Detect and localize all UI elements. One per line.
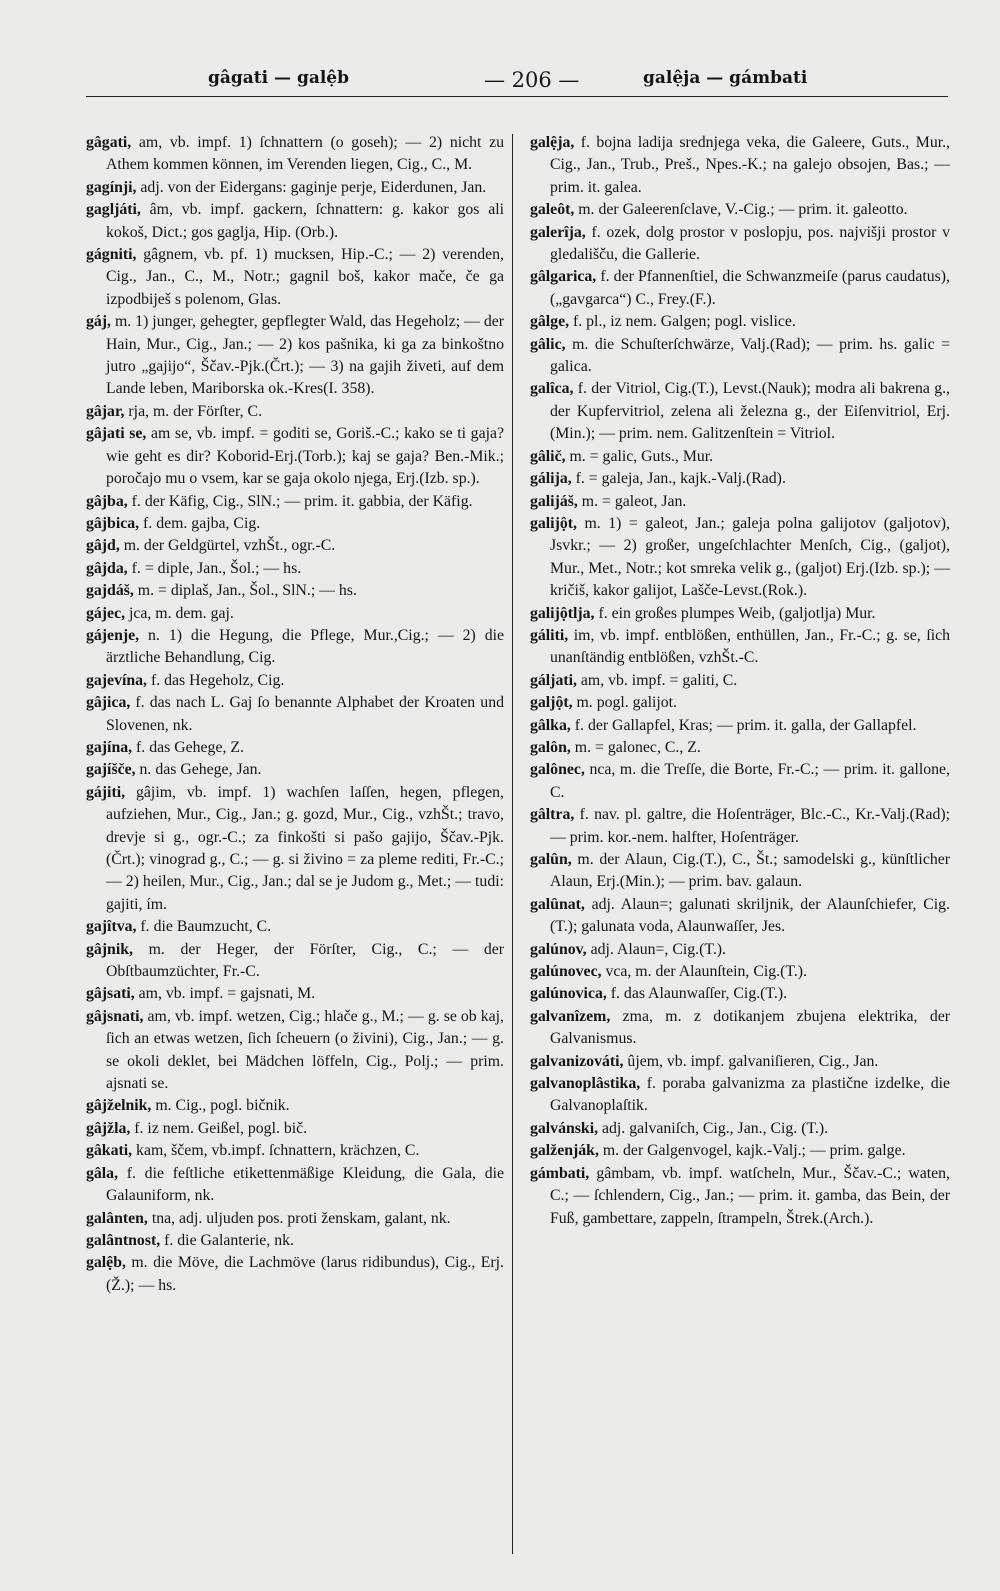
entry-headword: gâjar, — [86, 402, 125, 420]
entry-definition: n. das Gehege, Jan. — [139, 761, 262, 779]
entry-definition: m. 1) = galeot, Jan.; galeja polna galijotov (galjotov), Jsvkr.; — 2) großer, ungeſchlachter Menſch, Cig., (galjot), Mur., Met., Notr.; kot smreka velik g., (galjot) Erj.(Izb. sp.); — kričiš, kakor galijot, Lašče-Levst.(Rok.). — [550, 514, 950, 600]
entry-headword: gagljáti, — [86, 201, 141, 219]
entry-definition: f. das Gehege, Z. — [136, 738, 244, 756]
dictionary-entry — [86, 1118, 504, 1140]
dictionary-entry — [86, 1252, 504, 1297]
dictionary-entry — [530, 737, 950, 759]
entry-headword: gâlge, — [530, 313, 570, 331]
dictionary-entry — [86, 625, 504, 670]
dictionary-entry — [530, 670, 950, 692]
entry-headword: gâjsati, — [86, 985, 135, 1003]
entry-headword: galijột, — [530, 514, 577, 532]
dictionary-entry — [86, 177, 504, 199]
entry-definition: f. das nach L. Gaj ſo benannte Alphabet der Kroaten und Slovenen, nk. — [106, 694, 504, 734]
dictionary-entry — [530, 1073, 950, 1118]
dictionary-entry — [530, 468, 950, 490]
dictionary-entry — [530, 199, 950, 221]
page-number: — 206 — — [484, 68, 580, 92]
entry-headword: galijộtlja, — [530, 604, 595, 622]
entry-headword: gâlgarica, — [530, 268, 597, 286]
entry-headword: gâlič, — [530, 447, 566, 465]
entry-definition: gâjim, vb. impf. 1) wachſen laſſen, hegen, pflegen, aufziehen, Mur., Cig., Jan.; g. gozd, Mur., Cig., vzhŠt.; travo, drevje si g., ogr.-C.; za finkošti si pašo gajijo, Ščav.-Pjk. (Črt.); vinograd g., C.; — g. si živino = za pleme rediti, Fr.-C.; — 2) heilen, Mur., Cig., Jan.; dal se je Judom g., Met.; — tudi: gajiti, ím. — [106, 783, 504, 913]
entry-definition: n. 1) die Hegung, die Pflege, Mur.,Cig.; — 2) die ärztliche Behandlung, Cig. — [106, 626, 504, 667]
entry-definition: f. pl., iz nem. Galgen; pogl. vislice. — [573, 313, 796, 331]
entry-headword: galúnovec, — [530, 963, 602, 981]
dictionary-entry — [530, 692, 950, 714]
column-divider — [512, 134, 513, 1554]
entry-definition: m. der Heger, der Förſter, Cig., C.; — der Obſtbaumzüchter, Fr.-C. — [106, 940, 505, 981]
entry-definition: gâgnem, vb. pf. 1) mucksen, Hip.-C.; — 2) verenden, Cig., Jan., C., M., Notr.; gagnil boš, kakor mače, če ga izpodbiješ s polenom, Glas. — [106, 246, 504, 308]
entry-headword: gagínji, — [86, 178, 137, 196]
dictionary-entry — [530, 446, 950, 468]
dictionary-entry — [530, 491, 950, 513]
dictionary-entry — [86, 983, 504, 1005]
dictionary-entry — [530, 1051, 950, 1073]
entry-headword: galîca, — [530, 380, 574, 398]
entry-headword: galûn, — [530, 851, 572, 868]
entry-definition: f. nav. pl. galtre, die Hoſenträger, Blc.-C., Kr.-Valj.(Rad); — prim. kor.-nem. halfter, Hoſenträger. — [550, 806, 950, 846]
entry-headword: gâjžla, — [86, 1119, 131, 1137]
dictionary-entry — [86, 401, 504, 423]
entry-definition: f. das Alaunwaſſer, Cig.(T.). — [610, 985, 788, 1003]
entry-headword: gâjba, — [86, 492, 128, 510]
entry-headword: gáj, — [86, 313, 112, 331]
entry-definition: m. pogl. galijot. — [576, 694, 677, 712]
entry-definition: f. dem. gajba, Cig. — [143, 514, 261, 532]
entry-definition: m. die Möve, die Lachmöve (larus ridibundus), Cig., Erj.(Ž.); — hs. — [106, 1254, 504, 1294]
entry-headword: gágniti, — [86, 246, 137, 264]
entry-definition: adj. von der Eidergans: gaginje perje, Eiderdunen, Jan. — [140, 178, 487, 196]
dictionary-entry — [86, 580, 504, 602]
entry-definition: nca, m. die Treſſe, die Borte, Fr.-C.; — prim. it. gallone, C. — [550, 761, 951, 801]
entry-headword: gáljati, — [530, 671, 577, 689]
dictionary-entry — [530, 132, 950, 199]
dictionary-entry — [86, 491, 504, 513]
entry-definition: f. = diple, Jan., Šol.; — hs. — [131, 559, 302, 577]
entry-definition: f. die Baumzucht, C. — [140, 918, 272, 936]
entry-definition: im, vb. impf. entblößen, enthüllen, Jan., Fr.-C.; g. se, ſich unanſtändig entblößen, vzhŠt.-C. — [550, 626, 951, 667]
entry-definition: adj. galvaniſch, Cig., Jan., Cig. (T.). — [602, 1119, 829, 1137]
entry-definition: f. das Hegeholz, Cig. — [150, 671, 285, 689]
entry-definition: m. der Galgenvogel, kajk.-Valj.; — prim. galge. — [602, 1142, 906, 1160]
entry-headword: gâjsnati, — [86, 1007, 144, 1025]
entry-definition: f. der Vitriol, Cig.(T.), Levst.(Nauk); modra ali bakrena g., der Kupfervitriol, zelena ali železna g., der Eiſenvitriol, Erj. (Min.); — prim. nem. Galitzenſtein = Vitriol. — [550, 380, 950, 443]
entry-headword: gájiti, — [86, 783, 126, 801]
entry-definition: f. der Käfig, Cig., SlN.; — prim. it. gabbia, der Käfig. — [131, 492, 473, 510]
dictionary-entry — [530, 222, 950, 267]
dictionary-entry — [530, 1006, 950, 1051]
entry-headword: gâlic, — [530, 335, 566, 353]
entry-definition: jca, m. dem. gaj. — [128, 604, 234, 622]
entry-headword: galúnovica, — [530, 985, 607, 1003]
entry-definition: adj. Alaun=; galunati skriljnik, der Alaunſchiefer, Cig.(T.); galunata voda, Alaunwaſſer, Jes. — [550, 895, 950, 936]
entry-headword: galôn, — [530, 738, 571, 756]
dictionary-entry — [86, 670, 504, 692]
dictionary-entry — [530, 334, 950, 379]
entry-headword: galijáš, — [530, 492, 578, 510]
entry-definition: m. der Geldgürtel, vzhŠt., ogr.-C. — [123, 537, 336, 555]
entry-definition: rja, m. der Förſter, C. — [128, 402, 263, 420]
entry-definition: tna, adj. uljuden pos. proti ženskam, galant, nk. — [151, 1209, 451, 1227]
dictionary-entry — [530, 311, 950, 333]
page-header — [50, 64, 940, 94]
entry-definition: ûjem, vb. impf. galvaniſieren, Cig., Jan. — [627, 1052, 879, 1070]
dictionary-entry — [530, 266, 950, 311]
entry-headword: gálija, — [530, 470, 572, 488]
entry-definition: gâmbam, vb. impf. watſcheln, Mur., Ščav.-C.; waten, C.; — ſchlendern, Cig., Jan.; — prim. it. gamba, das Bein, der Fuß, gambettare, zappeln, ſtrampeln, Štrek.(Arch.). — [550, 1164, 950, 1227]
dictionary-entry — [86, 244, 504, 311]
entry-headword: galệja, — [530, 134, 575, 151]
entry-headword: galvanîzem, — [530, 1007, 611, 1025]
entry-headword: galerîja, — [530, 223, 586, 241]
entry-headword: gâltra, — [530, 806, 575, 824]
entry-definition: m. der Galeerenſclave, V.-Cig.; — prim. it. galeotto. — [578, 201, 908, 219]
header-left-guide-words: gâgati — galệb — [208, 68, 350, 88]
dictionary-entry — [86, 916, 504, 938]
dictionary-entry — [86, 513, 504, 535]
entry-headword: gâgati, — [86, 134, 132, 151]
dictionary-entry — [86, 1095, 504, 1117]
dictionary-entry — [530, 894, 950, 939]
entry-headword: galženják, — [530, 1142, 599, 1160]
entry-headword: gajíšče, — [86, 761, 136, 779]
entry-definition: m. = galonec, C., Z. — [574, 738, 701, 756]
entry-definition: am se, vb. impf. = goditi se, Goriš.-C.; kako se ti gaja? wie geht es dir? Koborid-Erj.(Torb.); kaj se gaja? Ben.-Mik.; poročajo mu o vsem, kar se gaja okolo njega, Erj.(Izb. sp.). — [106, 425, 504, 488]
entry-headword: gâla, — [86, 1164, 119, 1182]
dictionary-entry — [530, 759, 950, 804]
dictionary-entry — [530, 603, 950, 625]
entry-definition: am, vb. impf. 1) ſchnattern (o goseh); — 2) nicht zu Athem kommen können, im Verenden liegen, Cig., C., M. — [106, 134, 505, 174]
dictionary-entry — [530, 983, 950, 1005]
entry-definition: zma, m. z dotikanjem zbujena elektrika, der Galvanismus. — [550, 1007, 950, 1048]
entry-headword: galvánski, — [530, 1119, 599, 1137]
entry-definition: am, vb. impf. = galiti, C. — [580, 671, 738, 689]
entry-headword: gâkati, — [86, 1142, 133, 1160]
entry-definition: f. iz nem. Geißel, pogl. bič. — [134, 1119, 308, 1137]
dictionary-entry — [530, 715, 950, 737]
entry-headword: galệb, — [86, 1254, 126, 1272]
entry-headword: gâjželnik, — [86, 1097, 152, 1115]
dictionary-entry — [86, 311, 504, 401]
entry-headword: galântnost, — [86, 1231, 161, 1249]
dictionary-entry — [530, 513, 950, 603]
entry-headword: galûnat, — [530, 895, 585, 913]
dictionary-entry — [86, 692, 504, 737]
dictionary-entry — [86, 603, 504, 625]
entry-headword: gajîtva, — [86, 918, 137, 936]
entry-definition: am, vb. impf. wetzen, Cig.; hlače g., M.; — g. se ob kaj, ſich an etwas wetzen, ſich ſcheuern (o živini), Cig., Jan.; — g. se okoli deklet, bei Mädchen löffeln, Cig., Polj.; — prim. ajsnati se. — [106, 1007, 504, 1093]
entry-definition: f. ozek, dolg prostor v poslopju, pos. najvišji prostor v gledališču, die Gallerie. — [550, 223, 950, 264]
dictionary-entry — [530, 939, 950, 961]
dictionary-entry — [530, 849, 950, 894]
entry-definition: vca, m. der Alaunſtein, Cig.(T.). — [605, 963, 807, 981]
entry-headword: galônec, — [530, 761, 585, 779]
entry-definition: f. poraba galvanizma za plastične izdelke, die Galvanoplaſtik. — [550, 1075, 950, 1115]
dictionary-entry — [86, 782, 504, 916]
entry-headword: gâjbica, — [86, 514, 140, 532]
dictionary-entry — [530, 1118, 950, 1140]
entry-headword: gajína, — [86, 738, 133, 756]
entry-definition: am, vb. impf. = gajsnati, M. — [138, 985, 316, 1003]
entry-headword: gajdáš, — [86, 582, 134, 600]
entry-definition: kam, ščem, vb.impf. ſchnattern, krächzen, C. — [136, 1142, 420, 1160]
entry-headword: galeôt, — [530, 201, 575, 219]
entry-headword: galânten, — [86, 1209, 148, 1227]
entry-headword: gajevína, — [86, 671, 147, 689]
entry-definition: f. die Galanterie, nk. — [164, 1231, 294, 1249]
dictionary-entry — [86, 759, 504, 781]
entry-definition: f. der Gallapfel, Kras; — prim. it. galla, der Gallapfel. — [574, 716, 917, 734]
entry-definition: m. Cig., pogl. bičnik. — [155, 1097, 290, 1115]
dictionary-entry — [86, 939, 504, 984]
entry-definition: âm, vb. impf. gackern, ſchnattern: g. kakor gos ali kokoš, Dict.; gos gaglja, Hip. (Orb.). — [106, 201, 505, 241]
entry-definition: m. die Schuſterſchwärze, Valj.(Rad); — prim. hs. galic = galica. — [550, 335, 951, 376]
entry-definition: m. 1) junger, gehegter, gepflegter Wald, das Hegeholz; — der Hain, Mur., Cig., Jan.; — 2) kos pašnika, ki ga za binkoštno jutro „gajijo“, Ščav.-Pjk.(Črt.); — 3) na gajih živeti, auf dem Lande leben, Mariborska ok.-Kres(I. 358). — [106, 313, 504, 398]
dictionary-entry — [86, 1208, 504, 1230]
entry-headword: gâjda, — [86, 559, 128, 577]
dictionary-entry — [86, 132, 504, 177]
entry-headword: galvanoplâstika, — [530, 1075, 641, 1093]
right-column — [530, 132, 950, 1230]
dictionary-entry — [530, 804, 950, 849]
dictionary-entry — [86, 737, 504, 759]
dictionary-entry — [86, 1230, 504, 1252]
entry-definition: f. der Pfannenſtiel, die Schwanzmeiſe (parus caudatus), („gavgarca“) C., Frey.(F.). — [550, 268, 950, 308]
entry-definition: f. die feſtliche etikettenmäßige Kleidung, die Gala, die Galauniform, nk. — [106, 1164, 504, 1205]
entry-headword: gâjati se, — [86, 425, 147, 443]
dictionary-entry — [86, 1163, 504, 1208]
entry-headword: gâjica, — [86, 694, 131, 712]
entry-definition: f. ein großes plumpes Weib, (galjotlja) Mur. — [598, 604, 876, 622]
entry-definition: m. = galeot, Jan. — [581, 492, 687, 510]
header-right-guide-words: galệja — gámbati — [643, 68, 808, 88]
dictionary-entry — [86, 199, 504, 244]
entry-headword: gâjd, — [86, 537, 120, 555]
entry-headword: gámbati, — [530, 1164, 590, 1182]
entry-headword: galúnov, — [530, 940, 587, 958]
entry-definition: f. = galeja, Jan., kajk.-Valj.(Rad). — [575, 470, 786, 488]
left-column — [86, 132, 504, 1297]
dictionary-entry — [530, 961, 950, 983]
header-rule — [86, 96, 948, 97]
dictionary-entry — [86, 423, 504, 490]
entry-headword: gájenje, — [86, 626, 140, 644]
dictionary-entry — [86, 535, 504, 557]
entry-definition: f. bojna ladija srednjega veka, die Galeere, Guts., Mur., Cig., Jan., Trub., Preš., Npes.-K.; na galejo obsojen, Bas.; — prim. it. galea. — [550, 134, 951, 196]
entry-headword: gájec, — [86, 604, 126, 622]
entry-headword: galjột, — [530, 694, 573, 712]
dictionary-entry — [530, 378, 950, 445]
entry-headword: gáliti, — [530, 626, 569, 644]
entry-definition: adj. Alaun=, Cig.(T.). — [590, 940, 727, 958]
dictionary-entry — [530, 625, 950, 670]
dictionary-entry — [530, 1163, 950, 1230]
entry-definition: m. der Alaun, Cig.(T.), C., Št.; samodelski g., künſtlicher Alaun, Erj.(Min.); — prim. bav. galaun. — [550, 851, 951, 891]
dictionary-entry — [86, 1140, 504, 1162]
entry-headword: gâlka, — [530, 716, 571, 734]
dictionary-entry — [86, 1006, 504, 1096]
entry-headword: galvanizováti, — [530, 1052, 624, 1070]
entry-headword: gâjnik, — [86, 940, 133, 958]
dictionary-entry — [86, 558, 504, 580]
entry-definition: m. = diplaš, Jan., Šol., SlN.; — hs. — [137, 582, 357, 600]
dictionary-entry — [530, 1140, 950, 1162]
entry-definition: m. = galic, Guts., Mur. — [569, 447, 714, 465]
